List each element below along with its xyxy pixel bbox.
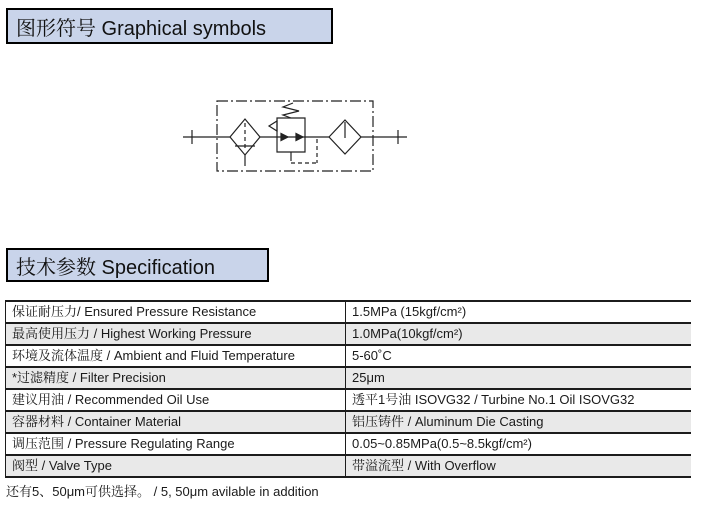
spec-value: 铝压铸件 / Aluminum Die Casting — [345, 412, 691, 432]
table-row — [6, 434, 691, 456]
spec-label: 建议用油 / Recommended Oil Use — [12, 392, 210, 407]
spec-value: 带溢流型 / With Overflow — [345, 456, 691, 476]
table-row — [6, 390, 691, 412]
table-row — [6, 346, 691, 368]
section-title-specification — [6, 248, 269, 282]
spec-label: 阀型 / Valve Type — [12, 458, 112, 473]
spec-value: 透平1号油 ISOVG32 / Turbine No.1 Oil ISOVG32 — [345, 390, 691, 410]
regulator-spring — [283, 103, 299, 118]
spec-value: 0.05~0.85MPa(0.5~8.5kgf/cm²) — [345, 434, 691, 454]
spec-label: *过滤精度 / Filter Precision — [12, 370, 166, 385]
table-row — [6, 456, 691, 478]
spec-value: 1.0MPa(10kgf/cm²) — [345, 324, 691, 344]
air-filter-symbol — [230, 119, 260, 166]
spec-label: 最高使用压力 / Highest Working Pressure — [12, 326, 252, 341]
section-title-text: 技术参数 Specification — [16, 256, 215, 279]
pressure-regulator-symbol — [269, 103, 317, 163]
spec-label: 保证耐压力/ Ensured Pressure Resistance — [12, 304, 257, 319]
spec-value: 5-60˚C — [345, 346, 691, 366]
frl-symbol-diagram — [170, 90, 420, 180]
table-row — [6, 368, 691, 390]
table-row — [6, 324, 691, 346]
footnote: 还有5、50μm可供选择。 / 5, 50μm avilable in addition — [6, 484, 319, 499]
spec-label: 环境及流体温度 / Ambient and Fluid Temperature — [12, 348, 295, 363]
spec-label: 调压范围 / Pressure Regulating Range — [12, 436, 235, 451]
section-title-text: 图形符号 Graphical symbols — [16, 17, 267, 40]
lubricator-symbol — [329, 120, 361, 154]
table-row — [6, 302, 691, 324]
spec-label: 容器材料 / Container Material — [12, 414, 182, 429]
spec-value: 1.5MPa (15kgf/cm²) — [345, 302, 691, 322]
table-row — [6, 412, 691, 434]
spec-table — [5, 300, 691, 478]
section-title-graphical-symbols — [6, 8, 333, 44]
regulator-relief-triangle — [269, 121, 277, 131]
spec-value: 25μm — [345, 368, 691, 388]
